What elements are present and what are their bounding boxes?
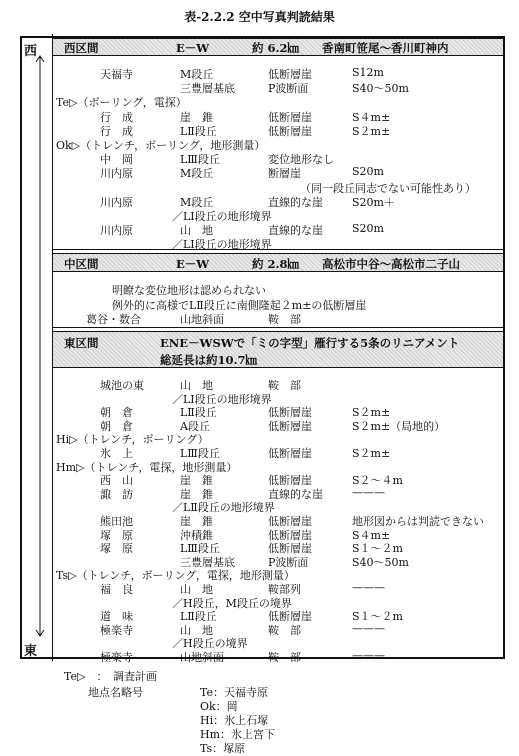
east-row-displacement: S４m± [352,528,391,542]
east-section-name: 東区間 [64,336,99,350]
west-row-landform: LⅡ段丘 [180,124,217,138]
east-row-landform: LⅢ段丘 [180,447,220,460]
center-section-length: 約 2.8㎞ [252,257,300,271]
east-row-displacement: S２m±（局地的） [352,419,446,433]
east-row-displacement: S２m± [352,447,391,460]
center-row-site: 例外的に高様でLⅡ段丘に南側隆起２m±の低断層崖 [112,298,367,312]
west-row-landform: ／LⅠ段丘の地形境界 [172,238,272,252]
east-row-feature: 低断層崖 [268,406,312,420]
east-row-site: 城池の東 [100,379,144,392]
east-row-feature: 低断層崖 [268,515,312,528]
east-row-displacement: S１～２m [352,610,403,624]
east-section-length: 総延長は約10.7㎞ [160,353,258,367]
west-row-displacement: S20m [352,222,384,236]
east-row-feature: 低断層崖 [268,447,312,460]
center-section-direction: E－W [176,257,210,271]
east-row-site: 塚 原 [100,542,133,556]
west-row-site: 行 成 [100,124,133,138]
west-row-landform: ／LⅠ段丘の地形境界 [172,210,272,223]
west-row-site: 川内原 [100,195,133,209]
east-row-site: 福 良 [100,583,133,596]
west-row-feature: （同一段丘同志でない可能性あり） [300,181,476,195]
east-row-landform: 山 地 [180,583,213,596]
center-row-site: 明瞭な変位地形は認められない [112,284,266,297]
west-row-displacement: S４m± [352,110,391,124]
east-row-site: 道 味 [100,610,133,624]
center-section-top-rule [53,249,503,250]
east-row-feature: 低断層崖 [268,542,312,556]
west-row-displacement: S12m [352,66,384,79]
east-row-site: 朝 倉 [100,419,133,433]
east-row-landform: 崖 錐 [180,487,213,501]
legend-item: Hm：氷上宮下 [200,728,276,741]
east-row-feature: 鞍 部 [268,623,301,637]
east-row-feature: 低断層崖 [268,528,312,542]
east-row-feature: 低断層崖 [268,419,312,433]
east-row-landform: A段丘 [180,419,210,433]
west-row-landform: M段丘 [180,167,214,181]
axis-west-label: 西 [24,44,38,59]
west-row-site: 中 岡 [100,153,133,167]
west-row-site: Te▷（ボーリング，電探） [56,96,187,110]
east-row-landform: 崖 錐 [180,474,213,488]
west-row-site: 川内原 [100,224,133,238]
west-row-feature: 低断層崖 [268,124,312,138]
east-row-landform: ／H段丘の境界 [172,637,248,651]
east-row-feature: P波断面 [268,555,309,569]
east-row-feature: 鞍 部 [268,651,301,664]
legend-item: Hi：氷上石塚 [200,714,269,727]
east-row-displacement: S２m± [352,406,391,420]
east-row-site: 極楽寺 [100,651,133,664]
west-row-site: 天福寺 [100,68,133,81]
west-row-feature: 直線的な崖 [268,195,323,209]
east-row-displacement: ——— [352,485,385,499]
east-row-displacement: 地形図からは判読できない [352,515,484,528]
west-row-landform: M段丘 [180,195,214,209]
east-row-site: 塚 原 [100,528,133,542]
legend-sub: 地点名略号 [88,686,143,699]
center-row-landform: 山地斜面 [180,313,224,326]
east-row-site: 朝 倉 [100,406,133,420]
west-section-name: 西区間 [64,41,99,55]
east-row-feature: 低断層崖 [268,610,312,624]
east-row-displacement: ——— [352,621,385,635]
east-row-displacement: S１～２m [352,542,403,556]
west-row-feature: P波断面 [268,82,309,96]
table-caption: 表-2.2.2 空中写真判読結果 [184,10,335,24]
legend-item: Te：天福寺原 [200,686,268,699]
west-row-displacement: S20m [352,165,384,179]
east-row-landform: 沖積錐 [180,528,213,542]
center-section-name: 中区間 [64,257,99,271]
west-row-feature: 低断層崖 [268,68,312,81]
west-row-landform: 崖 錐 [180,110,213,124]
west-row-landform: M段丘 [180,68,214,81]
east-row-site: Hm▷（トレンチ，電探，地形測量） [56,460,238,474]
center-row-feature: 鞍 部 [268,313,301,326]
east-row-displacement: S40～50m [352,555,409,569]
east-row-landform: LⅡ段丘 [180,406,217,420]
west-row-site: 川内原 [100,167,133,181]
east-row-site: 熊田池 [100,515,133,528]
east-row-displacement: ——— [352,649,385,662]
east-row-landform: 山 地 [180,623,213,637]
east-row-landform: LⅢ段丘 [180,542,220,556]
east-row-landform: ／LⅡ段丘の地形境界 [172,501,275,515]
center-section-range: 高松市中谷～高松市二子山 [322,257,460,271]
east-row-landform: ／LⅠ段丘の地形境界 [172,392,272,406]
east-row-landform: 崖 錐 [180,515,213,528]
west-row-landform: 山 地 [180,224,213,238]
east-row-feature: 鞍 部 [268,379,301,392]
east-row-feature: 直線的な崖 [268,487,323,501]
west-section-length: 約 6.2㎞ [252,41,300,55]
east-row-landform: 三豊層基底 [180,555,235,569]
east-row-landform: ／H段丘，M段丘の境界 [172,596,292,610]
west-row-feature: 変位地形なし [268,153,334,167]
east-row-site: Hi▷（トレンチ，ボーリング） [56,433,209,447]
east-section-top-rule [53,327,503,328]
east-row-site: 西 山 [100,474,133,488]
west-row-displacement: S20m＋ [352,195,395,209]
east-row-displacement: ——— [352,581,385,594]
east-row-displacement: S２～４m [352,474,403,488]
east-row-landform: 山地斜面 [180,651,224,664]
legend-item: Ok：岡 [200,700,238,713]
west-row-site: 行 成 [100,110,133,124]
axis-east-label: 東 [24,644,38,659]
east-row-site: 氷 上 [100,447,133,460]
east-row-feature: 低断層崖 [268,474,312,488]
east-row-site: Ts▷（トレンチ，ボーリング，電探，地形測量） [56,569,295,583]
west-row-displacement: S40～50m [352,82,409,96]
west-row-feature: 低断層崖 [268,110,312,124]
west-section-direction: E－W [176,41,210,55]
east-row-landform: LⅡ段丘 [180,610,217,624]
west-row-site: Ok▷（トレンチ，ボーリング，地形測量） [56,139,266,152]
west-row-feature: 直線的な崖 [268,224,323,238]
legend-item: Ts：塚原 [200,742,246,755]
west-row-feature: 断層崖 [268,167,301,181]
west-row-displacement: S２m± [352,124,391,138]
west-row-landform: LⅢ段丘 [180,153,220,167]
west-section-range: 香南町笹尾～香川町神内 [322,41,449,55]
east-row-site: 極楽寺 [100,623,133,637]
legend-title: Te▷ ： 調査計画 [64,670,157,683]
east-row-feature: 鞍部列 [268,583,301,596]
west-row-landform: 三豊層基底 [180,82,235,96]
east-row-site: 諏 訪 [100,487,133,501]
east-section-direction: ENE－WSWで「ミの字型」雁行する5条のリニアメント [160,336,460,350]
center-row-site: 葛谷・数合 [86,313,141,326]
east-row-landform: 山 地 [180,379,213,392]
